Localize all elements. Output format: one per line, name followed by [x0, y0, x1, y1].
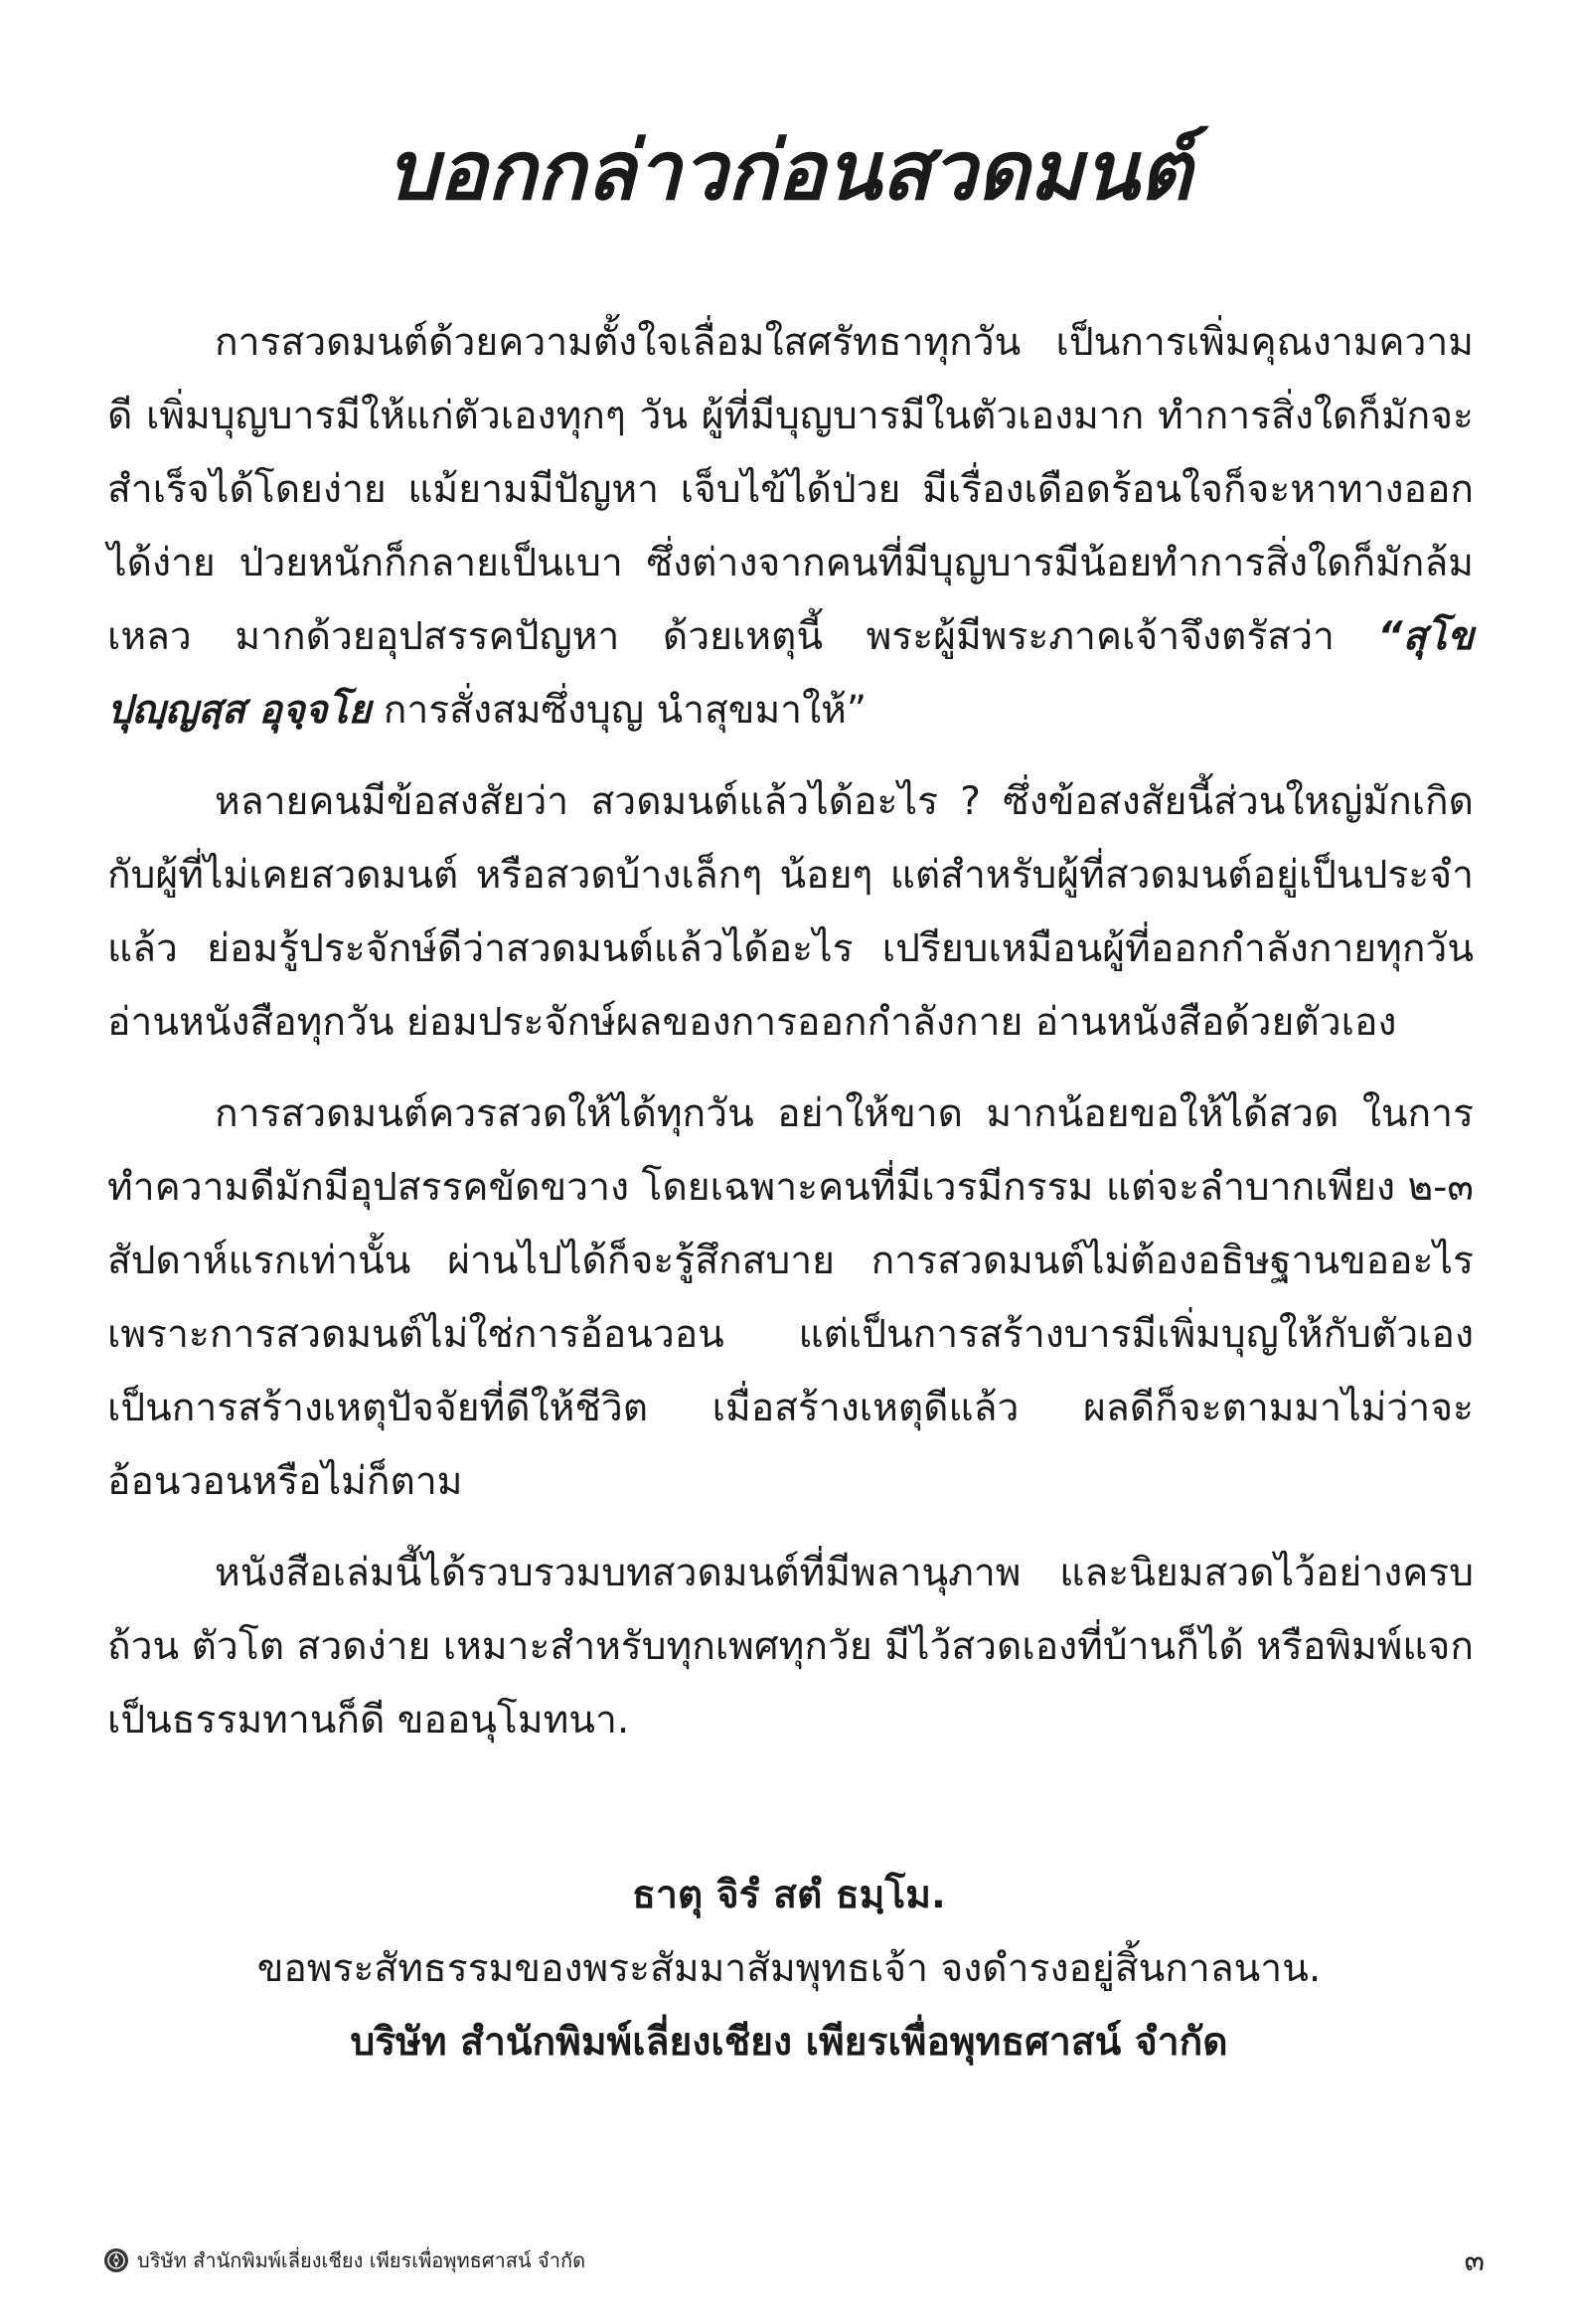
footer-publisher	[103, 2244, 585, 2276]
page-number: ๓	[1464, 2242, 1485, 2278]
paragraph-3: การสวดมนต์ควรสวดให้ได้ทุกวัน อย่าให้ขาด มากน้อยขอให้ได้สวด ในการทำความดีมักมีอุปสรรคขัดขวาง โดยเฉพาะคนที่มีเวรมีกรรม แต่จะลำบากเพียง ๒-๓ สัปดาห์แรกเท่านั้น ผ่านไปได้ก็จะรู้สึกสบาย การสวดมนต์ไม่ต้องอธิษฐานขออะไร เพราะการสวดมนต์ไม่ใช่การอ้อนวอน แต่เป็นการสร้างบารมีเพิ่มบุญให้กับตัวเอง เป็นการสร้างเหตุปัจจัยที่ดีให้ชีวิต เมื่อสร้างเหตุดีแล้ว ผลดีก็จะตามมาไม่ว่าจะอ้อนวอนหรือไม่ก็ตาม	[107, 1091, 1474, 1504]
publisher-logo-icon	[103, 2247, 129, 2273]
page-footer	[103, 2241, 1485, 2280]
pali-motto: ธาตุ จิรํ สตํ ธมฺโม.	[632, 1873, 946, 1917]
page-title: บอกกล่าวก่อนสวดมนต์	[386, 124, 1192, 219]
paragraph-4: หนังสือเล่มนี้ได้รวบรวมบทสวดมนต์ที่มีพลานุภาพ และนิยมสวดไว้อย่างครบถ้วน ตัวโต สวดง่าย เหมาะสำหรับทุกเพศทุกวัย มีไว้สวดเองที่บ้านก็ได้ หรือพิมพ์แจกเป็นธรรมทานก็ดี ขออนุโมทนา.	[107, 1551, 1474, 1743]
paragraph-1-text: การสวดมนต์ด้วยความตั้งใจเลื่อมใสศรัทธาทุกวัน เป็นการเพิ่มคุณงามความดี เพิ่มบุญบารมีให้แก่ตัวเองทุกๆ วัน ผู้ที่มีบุญบารมีในตัวเองมาก ทำการสิ่งใดก็มักจะสำเร็จได้โดยง่าย แม้ยามมีปัญหา เจ็บไข้ได้ป่วย มีเรื่องเดือดร้อนใจก็จะหาทางออกได้ง่าย ป่วยหนักก็กลายเป็นเบา ซึ่งต่างจากคนที่มีบุญบารมีน้อยทำการสิ่งใดก็มักล้มเหลว มากด้วยอุปสรรคปัญหา ด้วยเหตุนี้ พระผู้มีพระภาคเจ้าจึงตรัสว่า	[107, 320, 1474, 659]
paragraph-1-quote-translation: การสั่งสมซึ่งบุญ นำสุขมาให้”	[371, 688, 868, 733]
paragraph-2: หลายคนมีข้อสงสัยว่า สวดมนต์แล้วได้อะไร ? ซึ่งข้อสงสัยนี้ส่วนใหญ่มักเกิดกับผู้ที่ไม่เคยสวดมนต์ หรือสวดบ้างเล็กๆ น้อยๆ แต่สำหรับผู้ที่สวดมนต์อยู่เป็นประจำแล้ว ย่อมรู้ประจักษ์ดีว่าสวดมนต์แล้วได้อะไร เปรียบเหมือนผู้ที่ออกกำลังกายทุกวัน อ่านหนังสือทุกวัน ย่อมประจักษ์ผลของการออกกำลังกาย อ่านหนังสือด้วยตัวเอง	[107, 779, 1474, 1045]
pali-quote: “สุโข ปุญฺญสฺส อุจฺจโย	[107, 614, 1474, 733]
signature-block	[0, 1859, 1578, 2079]
publisher-name: บริษัท สำนักพิมพ์เลี่ยงเชียง เพียรเพื่อพุทธศาสน์ จำกัด	[350, 2020, 1228, 2065]
blessing-line: ขอพระสัทธรรมของพระสัมมาสัมพุทธเจ้า จงดำรงอยู่สิ้นกาลนาน.	[256, 1946, 1322, 1991]
footer-publisher-text: บริษัท สำนักพิมพ์เลี่ยงเชียง เพียรเพื่อพุทธศาสน์ จำกัด	[137, 2248, 586, 2272]
body-text	[107, 306, 1474, 1775]
paragraph-1	[107, 306, 1474, 747]
